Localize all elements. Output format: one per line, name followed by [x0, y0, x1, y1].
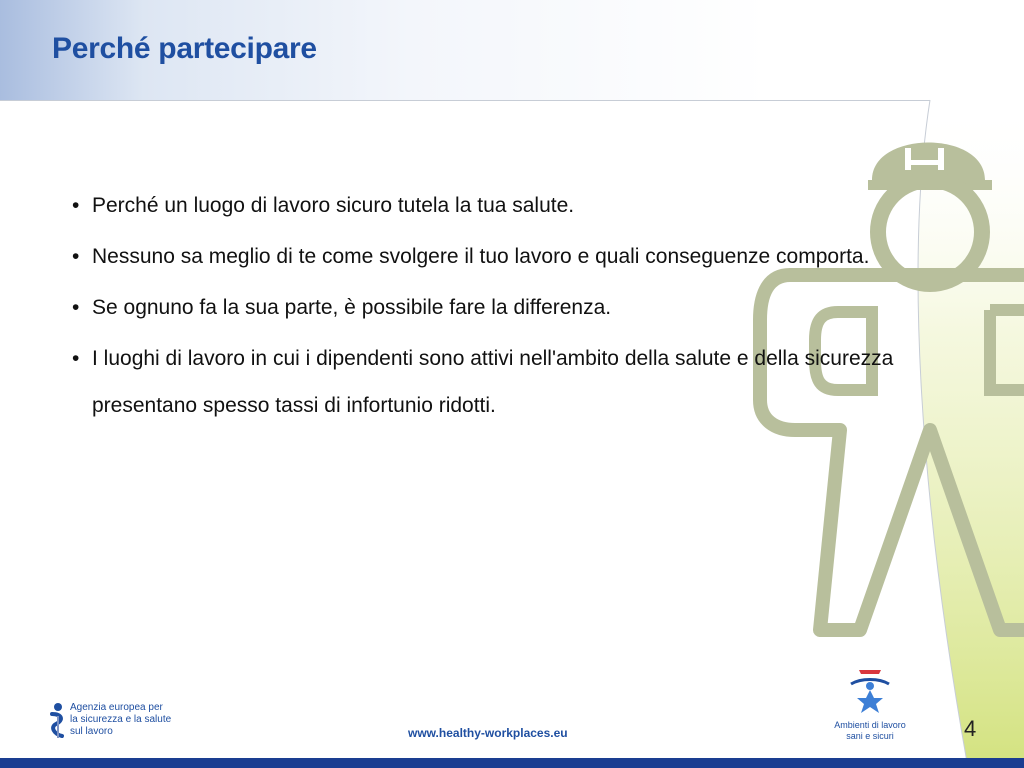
campaign-name	[830, 720, 910, 742]
bullet-item: • Nessuno sa meglio di te come svolgere il tuo lavoro e quali conseguenze comporta.	[70, 233, 920, 280]
agency-name	[70, 702, 171, 738]
campaign-logo	[830, 666, 910, 746]
agency-name-line: sul lavoro	[70, 726, 113, 737]
campaign-name-line: Ambienti di lavoro	[834, 720, 906, 730]
bullet-list	[70, 182, 920, 433]
page-number: 4	[964, 716, 977, 741]
agency-name-line: Agenzia europea per	[70, 702, 163, 713]
bullet-item: • I luoghi di lavoro in cui i dipendenti sono attivi nell'ambito della salute e della sicurezza presentano spesso tassi di infortunio ridotti.	[70, 335, 920, 429]
bullet-item: • Se ognuno fa la sua parte, è possibile fare la differenza.	[70, 284, 920, 331]
agency-logo	[48, 700, 178, 742]
slide-title: Perché partecipare	[52, 32, 317, 65]
footer-bar	[0, 758, 1024, 768]
agency-name-line: la sicurezza e la salute	[70, 714, 172, 725]
website-link[interactable]: www.healthy-workplaces.eu	[408, 726, 568, 740]
healthy-workplaces-star-figure-icon	[845, 666, 895, 718]
campaign-name-line: sani e sicuri	[846, 731, 894, 741]
agency-figure-icon	[48, 702, 68, 740]
bullet-item: • Perché un luogo di lavoro sicuro tutela la tua salute.	[70, 182, 920, 229]
